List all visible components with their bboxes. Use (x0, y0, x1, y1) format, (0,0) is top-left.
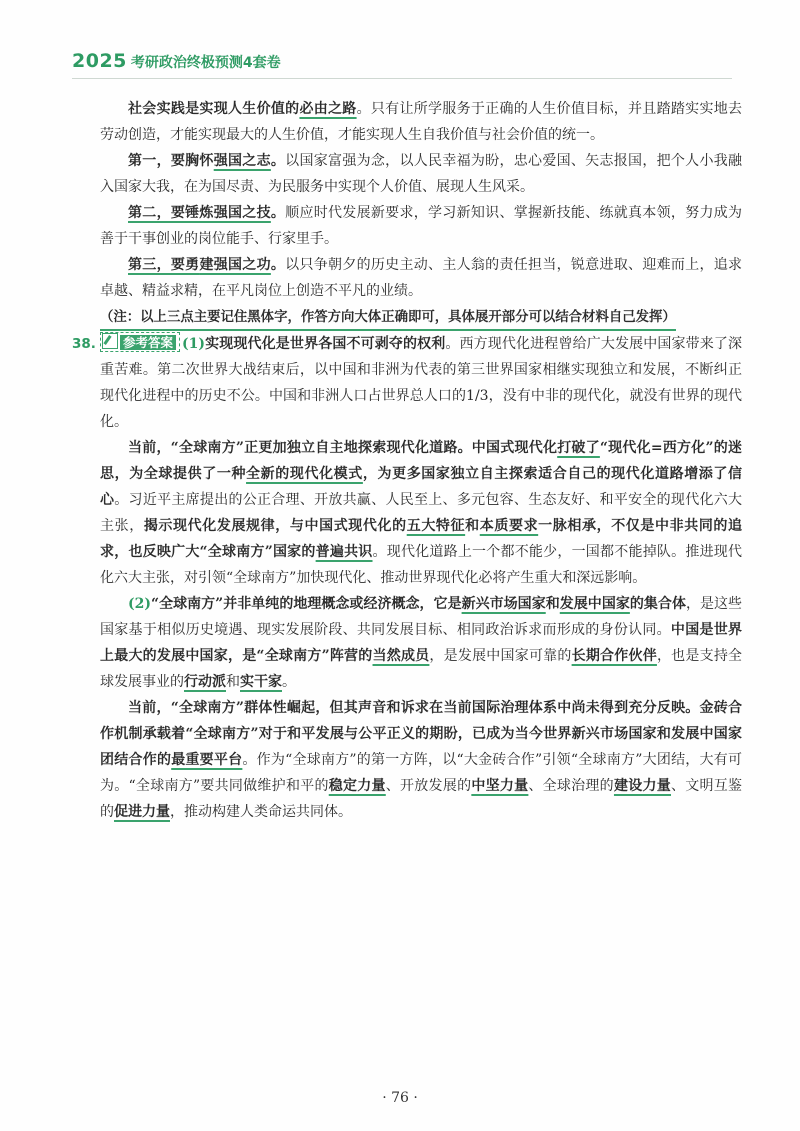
body-text: 和 (226, 674, 240, 690)
body-text: 。现代化道路上一个都不能少，一国都不能掉队。推进现代化六大主张，对引领“全球南方”加快现代化、推动世界现代化必将产生重大和深远影响。 (100, 544, 743, 586)
paragraph-third (100, 252, 742, 304)
answer-paragraph-1 (100, 331, 742, 435)
answer-tag (100, 332, 180, 352)
answer-paragraph-3 (100, 591, 742, 695)
body-text: 、开放发展的 (385, 778, 472, 794)
key-phrase: 建强国之功 (199, 257, 271, 273)
header-title: 考研政治终极预测4套卷 (130, 55, 281, 71)
page-number: · 76 · (382, 1090, 418, 1106)
key-phrase: 全新的现代化模式 (246, 466, 363, 482)
pen-icon (102, 333, 118, 349)
key-phrase: 打破了 (557, 440, 600, 456)
body-text: 顺应时代发展新要求，学习新知识、掌握新技能、练就真本领，努力成为善于干事创业的岗位能手、行家里手。 (100, 205, 743, 247)
bold-text: 当前，“全球南方”正更加独立自主地探索现代化道路。中国式现代化 (128, 440, 558, 456)
question-38 (72, 331, 743, 825)
key-phrase: 中坚力量 (471, 778, 529, 794)
bold-text: 实现现代化是世界各国不可剥夺的权利 (205, 336, 446, 352)
answer-tag-label: 参考答案 (120, 335, 176, 350)
bold-text: 一脉相承，不仅是中非共同的追求，也反映广大“全球南方”国家的 (100, 518, 743, 560)
key-phrase: 稳定力量 (328, 778, 386, 794)
body-text: 。西方现代化进程曾给广大发展中国家带来了深重苦难。第二次世界大战结束后，以中国和非洲为代表的第三世界国家相继实现独立和发展，不断纠正现代化进程中的历史不公。中国和非洲人口占世界总人口的1/3，没有中非的现代化，就没有世界的现代化。 (100, 336, 743, 430)
body-text: 。 (282, 674, 296, 690)
bold-text: ，为更多国家独立自主探索适合自己的现代化道路增添了信心 (100, 466, 743, 508)
answer-paragraph-4 (100, 695, 742, 825)
header-year: 2025 (72, 50, 127, 72)
bold-text: “全球南方”并非单纯的地理概念或经济概念，它是 (151, 596, 462, 612)
main-content (72, 96, 743, 825)
bold-text: “现代化=西方化”的迷思，为全球提供了一种 (100, 440, 742, 482)
body-text: 。习近平主席提出的公正合理、开放共赢、人民至上、多元包容、生态友好、和平安全的现代化六大主张， (100, 492, 743, 534)
bold-text: 。 (270, 153, 286, 169)
question-number: 38. (72, 336, 96, 352)
key-phrase: 长期合作伙伴 (571, 648, 657, 664)
paragraph-second (100, 200, 742, 252)
key-phrase: 第二，要锤炼强国之技 (128, 205, 271, 221)
key-phrase: 第三，要勇 (128, 257, 200, 273)
bold-text: 揭示现代化发展规律，与中国式现代化的 (143, 518, 407, 534)
bold-text: 社会实践是实现人生价值的 (128, 101, 300, 117)
paragraph-first (100, 148, 742, 200)
body-text: ，是发展中国家可靠的 (429, 648, 572, 664)
header-rule (72, 78, 732, 79)
note-text: （注：以上三点主要记住黑体字，作答方向大体正确即可，具体展开部分可以结合材料自己发挥） (100, 306, 676, 331)
key-phrase: 实干家 (240, 674, 282, 690)
bold-text: 。 (270, 257, 286, 273)
bold-text: 第一，要胸怀 (128, 153, 214, 169)
key-phrase: 五大特征 (406, 518, 466, 534)
body-text: ，是这些国家基于相似历史境遇、现实发展阶段、共同发展目标、相同政治诉求而形成的身份认同。 (100, 596, 743, 638)
page-header (72, 50, 372, 78)
bold-text: 当前，“全球南方”群体性崛起，但其声音和诉求在当前国际治理体系中尚未得到充分反映。金砖合作机制承载着“全球南方”对于和平发展与公平正义的期盼，已成为当今世界新兴市场国家和发展中国家团结合作的 (100, 700, 742, 768)
body-text: 、全球治理的 (528, 778, 614, 794)
bold-text: 和 (465, 518, 480, 534)
body-text: ，也是支持全球发展事业的 (100, 648, 743, 690)
key-phrase: 建设力量 (613, 778, 671, 794)
key-phrase: 必由之路 (299, 101, 357, 117)
body-text: 。只有让所学服务于正确的人生价值目标，并且踏踏实实地去劳动创造，才能实现最大的人生价值，才能实现人生自我价值与社会价值的统一。 (100, 101, 743, 143)
bold-text: 中国是世界上最大的发展中国家，是“全球南方”阵营的 (100, 622, 743, 664)
bold-text: 的集合体 (629, 596, 686, 612)
key-phrase: 本质要求 (479, 518, 539, 534)
part-label: (2) (128, 596, 151, 612)
body-text: 。作为“全球南方”的第一方阵，以“大金砖合作”引领“全球南方”大团结，大有可为。“全球南方”要共同做维护和平的 (100, 752, 743, 794)
key-phrase: 行动派 (184, 674, 226, 690)
bold-text: 。 (270, 205, 286, 221)
key-phrase: 新兴市场国家 (461, 596, 546, 612)
key-phrase: 发展中国家 (559, 596, 630, 612)
key-phrase: 强国之志 (213, 153, 271, 169)
body-text: 、文明互鉴的 (100, 778, 743, 820)
note (100, 304, 742, 331)
key-phrase: 当然成员 (372, 648, 430, 664)
body-text: 以国家富强为念，以人民幸福为盼，忠心爱国、矢志报国，把个人小我融入国家大我，在为国尽责、为民服务中实现个人价值、展现人生风采。 (100, 153, 743, 195)
answer-paragraph-2 (100, 435, 742, 591)
key-phrase: 最重要平台 (171, 752, 243, 768)
part-label: (1) (182, 336, 206, 352)
body-text: ，推动构建人类命运共同体。 (170, 804, 352, 820)
body-text: 以只争朝夕的历史主动、主人翁的责任担当，锐意进取、迎难而上，追求卓越、精益求精，在平凡岗位上创造不平凡的业绩。 (100, 257, 743, 299)
bold-text: 和 (545, 596, 560, 612)
key-phrase: 促进力量 (114, 804, 170, 820)
paragraph-practice (100, 96, 742, 148)
key-phrase: 普遍共识 (315, 544, 373, 560)
